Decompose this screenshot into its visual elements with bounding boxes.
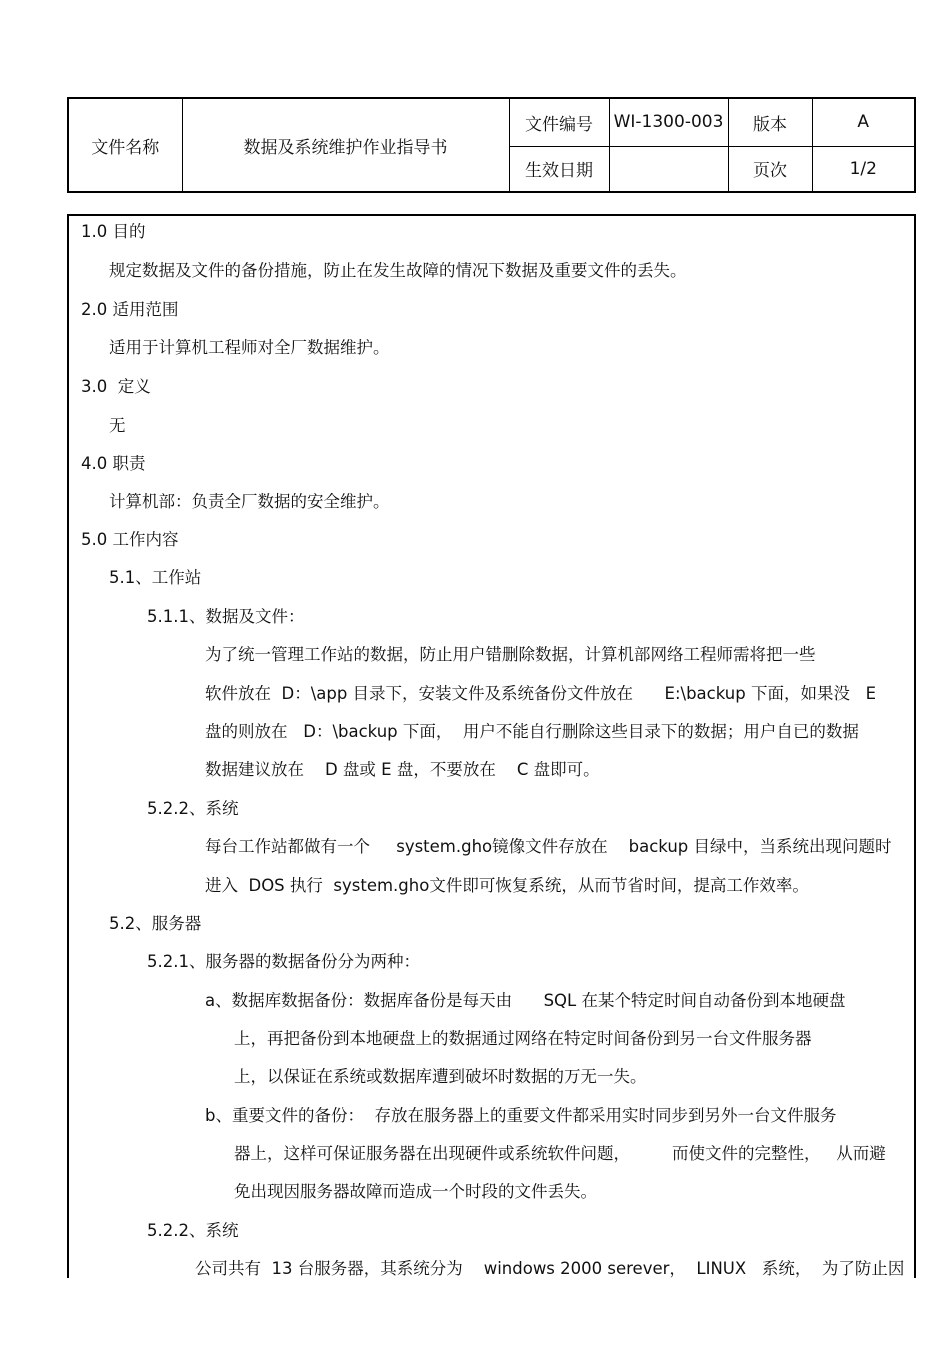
effective-date-value [609, 146, 728, 192]
paragraph-line: a、数据库数据备份：数据库备份是每天由 SQL 在某个特定时间自动备份到本地硬盘 [205, 991, 846, 1010]
paragraph-line: 器上，这样可保证服务器在出现硬件或系统软件问题， 而使文件的完整性， 从而避 [234, 1144, 886, 1163]
paragraph-line: b、重要文件的备份： 存放在服务器上的重要文件都采用实时同步到另外一台文件服务 [205, 1106, 837, 1125]
page-value: 1/2 [812, 146, 915, 192]
subsection-5-2-heading: 5.2、服务器 [109, 914, 202, 933]
paragraph-line: 上，再把备份到本地硬盘上的数据通过网络在特定时间备份到另一台文件服务器 [234, 1029, 812, 1048]
purpose-text: 规定数据及文件的备份措施，防止在发生故障的情况下数据及重要文件的丢失。 [109, 261, 687, 280]
file-code-label: 文件编号 [509, 98, 609, 146]
file-code-value: WI-1300-003 [609, 98, 728, 146]
item-5-2-1-heading: 5.2.1、服务器的数据备份分为两种： [147, 952, 420, 971]
responsibility-text: 计算机部：负责全厂数据的安全维护。 [109, 492, 390, 511]
scope-text: 适用于计算机工程师对全厂数据维护。 [109, 338, 390, 357]
item-5-2-2-heading: 5.2.2、系统 [147, 799, 239, 818]
paragraph-line: 每台工作站都做有一个 system.gho镜像文件存放在 backup 目绿中，当系统出现问题时 [205, 837, 892, 856]
version-label: 版本 [728, 98, 812, 146]
item-5-2-2-system-heading: 5.2.2、系统 [147, 1221, 239, 1240]
page-label: 页次 [728, 146, 812, 192]
definition-text: 无 [109, 416, 126, 435]
section-4-heading: 4.0 职责 [81, 454, 146, 473]
paragraph-line: 盘的则放在 D：\backup 下面， 用户不能自行删除这些目录下的数据；用户自已的数据 [205, 722, 859, 741]
section-3-heading: 3.0 定义 [81, 377, 151, 396]
file-name-value: 数据及系统维护作业指导书 [182, 98, 509, 192]
subsection-5-1-heading: 5.1、工作站 [109, 568, 202, 587]
document-body [67, 214, 916, 1278]
paragraph-line: 数据建议放在 D 盘或 E 盘，不要放在 C 盘即可。 [205, 760, 600, 779]
paragraph-line: 软件放在 D：\app 目录下，安装文件及系统备份文件放在 E:\backup 下面，如果没 E [205, 684, 877, 703]
paragraph-line: 为了统一管理工作站的数据，防止用户错删除数据，计算机部网络工程师需将把一些 [205, 645, 816, 664]
effective-date-label: 生效日期 [509, 146, 609, 192]
paragraph-line: 上，以保证在系统或数据库遭到破坏时数据的万无一失。 [234, 1067, 647, 1086]
file-name-label: 文件名称 [68, 98, 182, 192]
version-value: A [812, 98, 915, 146]
document-header-table [67, 97, 916, 193]
item-5-1-1-heading: 5.1.1、数据及文件： [147, 607, 305, 626]
section-2-heading: 2.0 适用范围 [81, 300, 179, 319]
paragraph-line: 进入 DOS 执行 system.gho文件即可恢复系统，从而节省时间，提高工作效率。 [205, 876, 809, 895]
section-1-heading: 1.0 目的 [81, 222, 146, 241]
paragraph-line: 免出现因服务器故障而造成一个时段的文件丢失。 [234, 1182, 597, 1201]
paragraph-line: 公司共有 13 台服务器，其系统分为 windows 2000 serever， LINUX 系统， 为了防止因 [195, 1259, 905, 1278]
section-5-heading: 5.0 工作内容 [81, 530, 179, 549]
